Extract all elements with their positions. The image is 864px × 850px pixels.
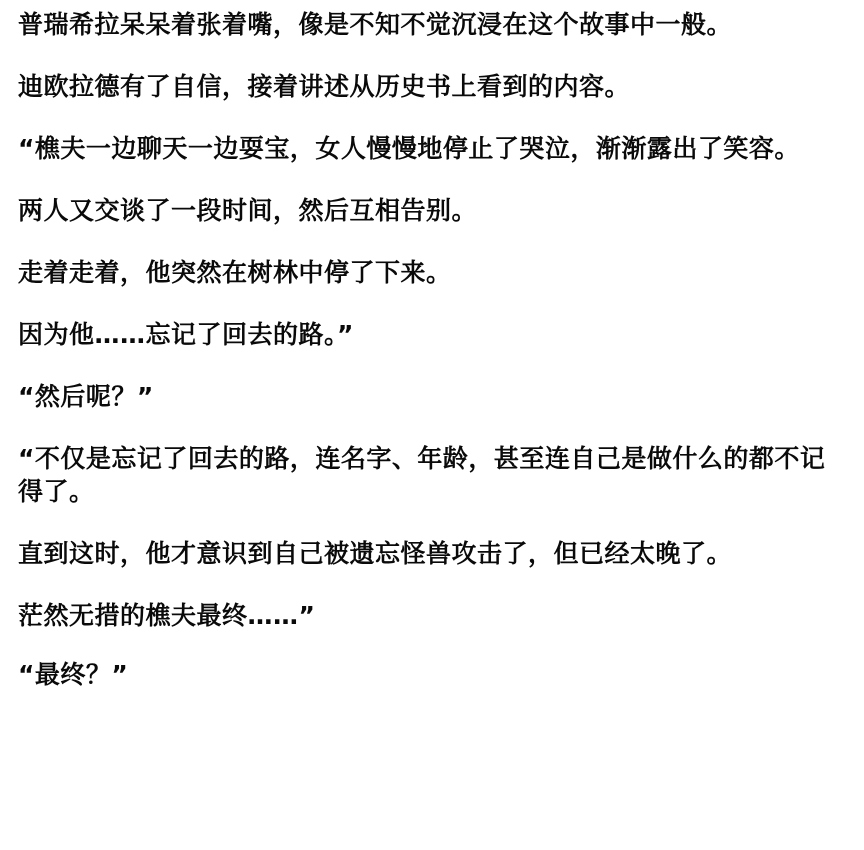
- paragraph: 茫然无措的樵夫最终……”: [18, 601, 316, 630]
- paragraph: “最终？”: [18, 660, 129, 689]
- paragraph: “樵夫一边聊天一边耍宝，女人慢慢地停止了哭泣，渐渐露出了笑容。: [18, 134, 800, 163]
- paragraph: “不仅是忘记了回去的路，连名字、年龄，甚至连自己是做什么的都不记得了。: [18, 444, 826, 506]
- paragraph: 走着走着，他突然在树林中停了下来。: [18, 258, 452, 287]
- paragraph: 两人又交谈了一段时间，然后互相告别。: [18, 196, 478, 225]
- paragraph: 直到这时，他才意识到自己被遗忘怪兽攻击了，但已经太晚了。: [18, 539, 733, 568]
- paragraph: 普瑞希拉呆呆着张着嘴，像是不知不觉沉浸在这个故事中一般。: [18, 10, 733, 39]
- paragraph: 因为他……忘记了回去的路。”: [18, 320, 354, 349]
- paragraph: “然后呢？”: [18, 382, 154, 411]
- paragraph: 迪欧拉德有了自信，接着讲述从历史书上看到的内容。: [18, 72, 631, 101]
